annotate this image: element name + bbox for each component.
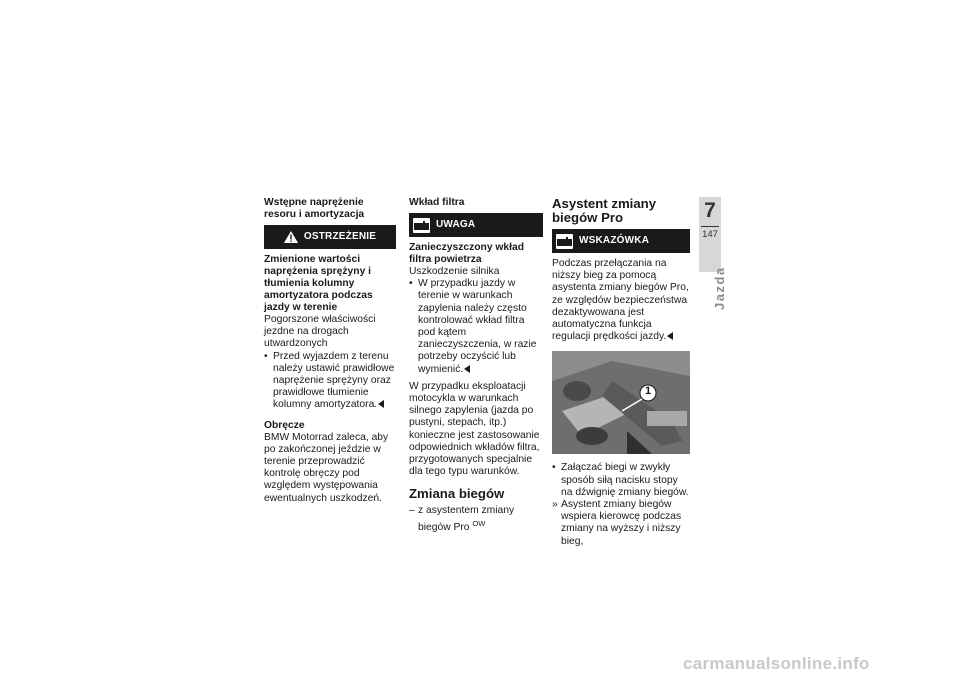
- end-mark-icon: [667, 332, 673, 340]
- dust-paragraph: W przypadku eksploatacji motocykla w warunkach silnego zapylenia (jazda po pustyni, stepach, itp.) konieczne jest zastosowanie odpowiednich wkładów filtra, przygotowanych specjalnie dla tego typu warunków.: [409, 380, 540, 478]
- hand-pointer-icon: [556, 234, 573, 249]
- note-title: Zanieczyszczony wkład filtra powietrza: [409, 242, 525, 265]
- chapter-divider: [701, 226, 719, 227]
- note-body: Uszkodzenie silnika: [409, 266, 500, 277]
- note-bullet: • W przypadku jazdy w terenie w warunkach zapylenia należy często kontrolować wkład filtra pod kątem zanieczyszczenia, w razie potrzeby oczyścić lub wymienić.: [409, 278, 543, 376]
- heading-gear-shifting: Zmiana biegów: [409, 486, 505, 502]
- option-superscript: OW: [472, 518, 486, 528]
- column-3: [552, 197, 690, 548]
- warning-triangle-icon: [284, 231, 298, 243]
- shift-result-item: » Asystent zmiany biegów wspiera kierowcę podczas zmiany na wyższy i niższy bieg,: [552, 499, 690, 548]
- hint-body: Podczas przełączania na niższy bieg za pomocą asystenta zmiany biegów Pro, ze względów bezpieczeństwa dezaktywowana jest automatyczna funkcja regulacji prędkości jazdy.: [552, 258, 689, 343]
- photo-callout-1: 1: [644, 385, 652, 398]
- hint-box: [552, 229, 690, 253]
- chapter-number: 7: [704, 199, 716, 222]
- column-2: [409, 197, 543, 534]
- column-1: [264, 197, 396, 505]
- warning-body: Pogorszone właściwości jezdne na drogach utwardzonych: [264, 314, 376, 350]
- heading-spring-preload: Wstępne naprężenie resoru i amortyzacja: [264, 197, 365, 220]
- note-box: [409, 213, 543, 237]
- hint-label: WSKAZÓWKA: [579, 234, 650, 246]
- warning-bullet: • Przed wyjazdem z terenu należy ustawić prawidłowe naprężenie sprężyny oraz prawidłowe tłumienie kolumny amortyzatora.: [264, 351, 396, 412]
- heading-filter-insert: Wkład filtra: [409, 197, 465, 208]
- hand-pointer-icon: [413, 218, 430, 233]
- heading-rims: Obręcze: [264, 419, 305, 431]
- gear-lever-photo: [552, 351, 690, 454]
- shift-assistant-option: – z asystentem zmiany biegów Pro $^{OW}$: [409, 505, 543, 533]
- page-number: 147: [702, 229, 718, 240]
- gear-lever-illustration: [552, 351, 690, 454]
- end-mark-icon: [378, 400, 384, 408]
- warning-title: Zmienione wartości naprężenia sprężyny i tłumienia kolumny amortyzatora podczas jazdy w terenie: [264, 254, 373, 313]
- note-label: UWAGA: [436, 218, 476, 230]
- rims-body: BMW Motorrad zaleca, aby po zakończonej jeździe w terenie przeprowadzić kontrolę obręczy pod względem występowania ewentualnych uszkodzeń.: [264, 431, 389, 504]
- end-mark-icon: [464, 365, 470, 373]
- watermark: carmanualsonline.info: [683, 654, 870, 673]
- heading-shift-assistant-pro: Asystent zmiany biegów Pro: [552, 196, 657, 225]
- warning-label: OSTRZEŻENIE: [303, 230, 377, 242]
- chapter-title-vertical: Jazda: [712, 266, 727, 310]
- warning-box: [264, 225, 396, 249]
- shift-instruction-bullet: • Załączać biegi w zwykły sposób siłą nacisku stopy na dźwignię zmiany biegów.: [552, 462, 690, 499]
